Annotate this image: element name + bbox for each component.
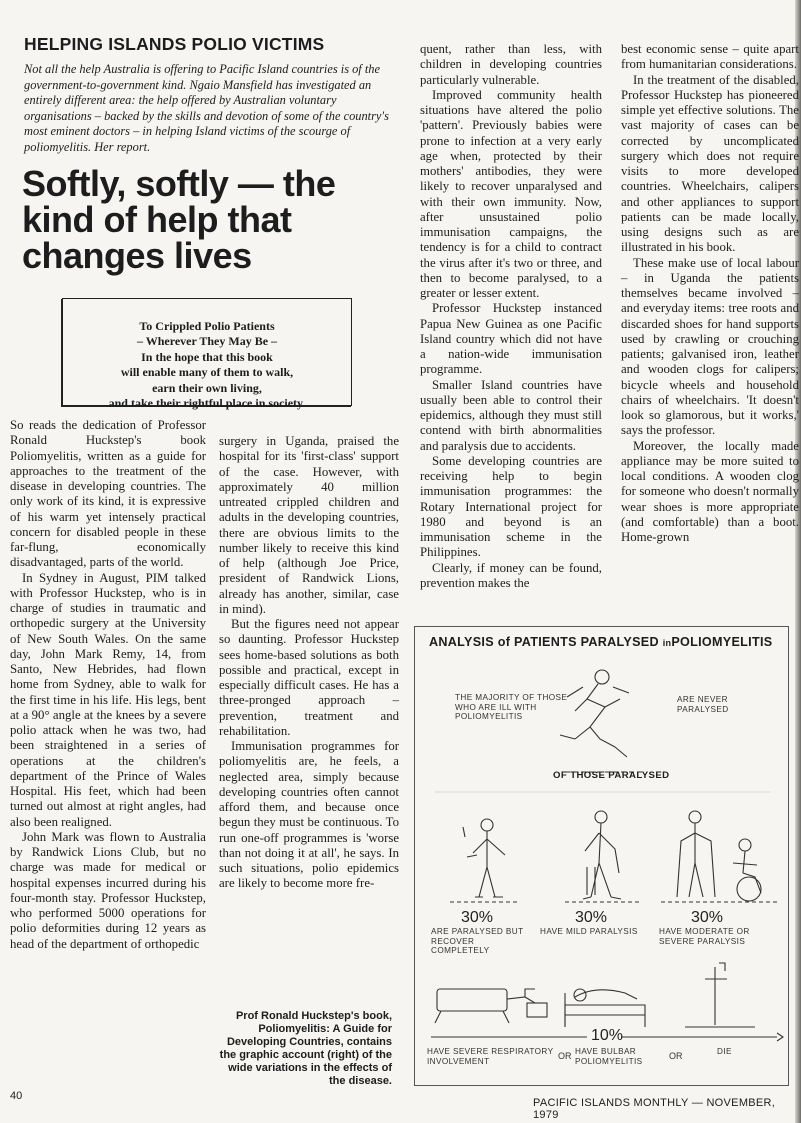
paragraph: Moreover, the locally made appliance may be more suited to local conditions. A wooden clog for someone who doesn't normally wear shoes is more appropriate (and comfortable) than a boot. Home-grown (621, 438, 799, 544)
dedication-line: and take their rightful place in society. (108, 396, 306, 411)
group-label: HAVE MILD PARALYSIS (540, 927, 638, 936)
paragraph: In Sydney in August, PIM talked with Professor Huckstep, who is in charge of studies in traumatic and orthopedic surgery at the University of New South Wales. On the same day, John Mark Remy, 14, from Santo, New Hebrides, had flown home from Sydney, able to walk for the first time in his life. His legs, bent at a 90° angle at the knees by a severe polio attack when he was two, had been straightened in a series of operations at the children's department of the Prince of Wales Hospital. His feet, which had been turned out almost at right angles, had also been realigned. (10, 570, 206, 829)
mild-paralysis-person-icon (595, 811, 607, 823)
group-percent: 30% (461, 909, 494, 926)
bottom-percent: 10% (591, 1027, 624, 1044)
paragraph: John Mark was flown to Australia by Randwick Lions Club, but no charge was made for medical or hospital expenses incurred during his four-month stay. Professor Huckstep, who performed 5000 operations for polio deformities during 12 years as head of the department of orthopedic (10, 829, 206, 951)
never-paralysed-label: ARE NEVER PARALYSED (677, 695, 729, 714)
title-part: in (662, 638, 672, 648)
dedication-box (62, 298, 352, 411)
paragraph: Improved community health situations have altered the polio 'pattern'. Previously babies were prone to infection at a very early age when, protected by their mothers' antibodies, they were likely to recover unparalysed and with their own immunity. Now, after unsustained polio immunisation campaigns, the tendency is for a child to contract the virus after it's two or three, and then to become paralysed, to a greater or lesser extent. (420, 87, 602, 300)
dedication-line: will enable many of them to walk, (120, 365, 294, 380)
photo-caption: Prof Ronald Huckstep's book, Poliomyelitis: A Guide for Developing Countries, contains the graphic account (right) of the wide variations in the effects of the disease. (219, 1010, 392, 1087)
article-column-4 (621, 42, 799, 545)
person-head-icon (595, 670, 609, 684)
respirator-icon (437, 989, 507, 1011)
paragraph: Immunisation programmes for poliomyelitis are, he feels, a neglected area, simply because developing countries often cannot afford them, and because once begun they must be continuous. To run one-off programmes is 'worse than not doing it at all', he says. In such situations, polio epidemics are likely to become more fre- (219, 739, 399, 891)
group-percent: 30% (691, 909, 724, 926)
paragraph: These make use of local labour – in Uganda the patients themselves became involved – and everyday items: tree roots and discarded shoes for hand supports used by crawling or crouching patients; galvanised iron, leather and wooden clogs for calipers; bicycle wheels and household chairs of wheelchairs. 'It doesn't look so glamorous, but it works,' says the professor. (621, 255, 799, 438)
dedication-line: – Wherever They May Be – (136, 334, 278, 349)
wheelchair-person-icon (739, 839, 751, 851)
kicker: HELPING ISLANDS POLIO VICTIMS (24, 34, 325, 54)
group-label: ARE PARALYSED BUT RECOVER COMPLETELY (431, 927, 524, 956)
article-column-1 (10, 418, 206, 952)
crutches-person-icon (689, 811, 701, 823)
paragraph: So reads the dedication of Professor Ronald Huckstep's book Poliomyelitis, written as a guide for approaches to the treatment of the disease in developing countries. The only work of its kind, it is expressive of his warm yet intensely practical concern for disabled people in these far-flung, economically disadvantaged, parts of the world. (10, 418, 206, 570)
paragraph: Smaller Island countries have usually been able to control their epidemics, although they must still contend with birth abnormalities and paralysis due to accidents. (420, 377, 602, 453)
wheelchair-icon (737, 877, 761, 901)
outcome-label: HAVE BULBAR POLIOMYELITIS (575, 1047, 643, 1066)
paragraph: Clearly, if money can be found, prevention makes the (420, 560, 602, 590)
hospital-bed-icon (565, 1005, 645, 1027)
paragraph: Professor Huckstep instanced Papua New Guinea as one Pacific Island country which did not have a nation-wide immunisation programme. (420, 301, 602, 377)
article-column-2 (219, 434, 399, 892)
grave-cross-icon (705, 967, 727, 1025)
paragraph: Some developing countries are receiving help to begin immunisation programmes: the Rotary International project for 1980 and beyond is an immunisation scheme in the Philippines. (420, 453, 602, 560)
recovered-person-icon (481, 819, 493, 831)
title-part: POLIOMYELITIS (671, 635, 773, 649)
title-part: ANALYSIS of PATIENTS PARALYSED (429, 635, 659, 649)
publication-footer: PACIFIC ISLANDS MONTHLY — NOVEMBER, 1979 (533, 1097, 776, 1121)
article-column-3 (420, 42, 602, 591)
paragraph: quent, rather than less, with children in developing countries particularly vulnerable. (420, 42, 602, 87)
polio-analysis-illustration (414, 626, 789, 1086)
group-percent: 30% (575, 909, 608, 926)
outcome-label: DIE (717, 1047, 732, 1056)
group-label: HAVE MODERATE OR SEVERE PARALYSIS (659, 927, 750, 946)
dedication-line: In the hope that this book (141, 349, 273, 364)
intro-text: Not all the help Australia is offering to Pacific Island countries is of the government-to-government kind. Ngaio Mansfield has investigated an entirely different area: the help offered by Australian voluntary organisations – backed by the skills and devotion of some of the country's most eminent doctors – in helping Island victims of the scourge of poliomyelitis. Her report. (24, 62, 389, 154)
majority-label: THE MAJORITY OF THOSE WHO ARE ILL WITH POLIOMYELITIS (455, 693, 568, 722)
outcome-label: HAVE SEVERE RESPIRATORY INVOLVEMENT (427, 1047, 554, 1066)
page-number: 40 (10, 1090, 23, 1102)
headline: Softly, softly — the kind of help that changes lives (22, 163, 336, 276)
illustration-subhead: OF THOSE PARALYSED (553, 770, 670, 781)
or-word: OR (669, 1051, 683, 1061)
dedication-line: To Crippled Polio Patients (139, 319, 275, 333)
paragraph: But the figures need not appear so daunting. Professor Huckstep sees home-based solutions as both possible and practical, except in especially difficult cases. He has a three-pronged approach – prevention, treatment and rehabilitation. (219, 617, 399, 738)
or-word: OR (558, 1051, 572, 1061)
dedication-line: earn their own living, (152, 380, 262, 395)
paragraph: surgery in Uganda, praised the hospital for its 'first-class' support of the case. However, with approximately 40 million untreated crippled children and adults in the developing countries, there are obvious limits to the number likely to receive this kind of help (although Joe Price, president of Randwick Lions, already has another, similar, case in mind). (219, 434, 399, 616)
paragraph: best economic sense – quite apart from humanitarian considerations. (621, 42, 799, 72)
paragraph: In the treatment of the disabled, Professor Huckstep has pioneered simple yet effective solutions. The vast majority of cases can be corrected by uncomplicated surgery which does not require visits to more developed countries. Wheelchairs, calipers and other appliances to support patients can be made locally, using designs such as are illustrated in his book. (621, 72, 799, 255)
